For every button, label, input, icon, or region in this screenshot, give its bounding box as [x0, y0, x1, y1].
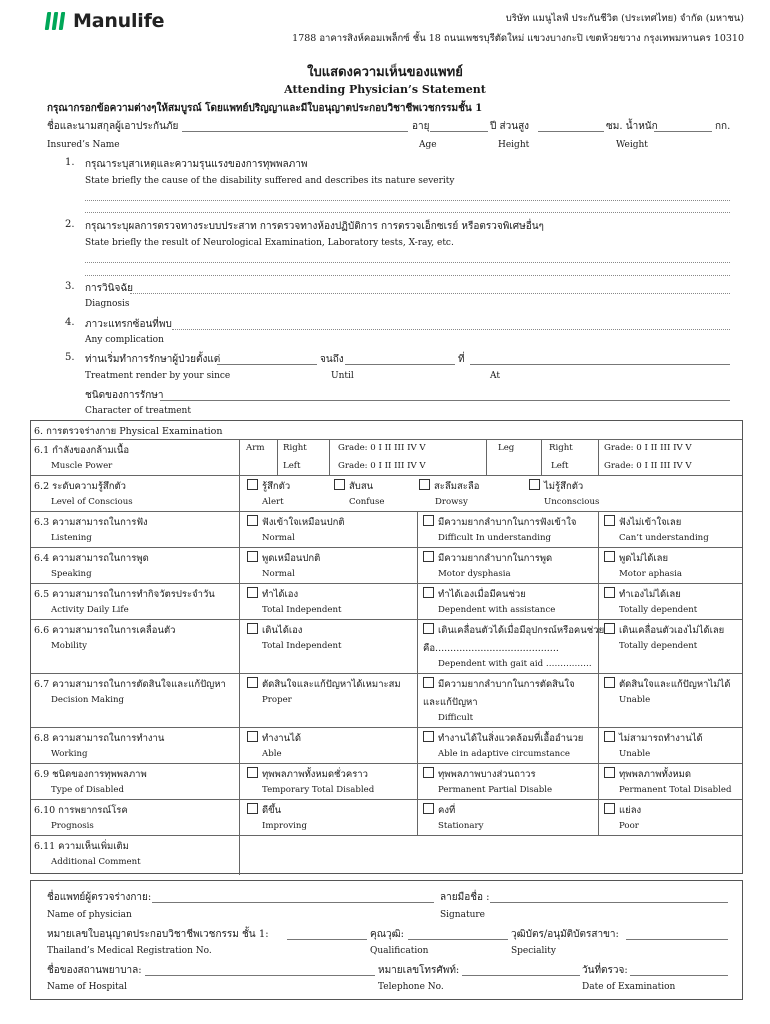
q4-label: ภาวะแทรกซ้อนที่พบ: [85, 319, 172, 330]
signature-field[interactable]: [490, 902, 728, 903]
option-confuse-en: Confuse: [349, 497, 385, 507]
physician-name-label: ชื่อแพทย์ผู้ตรวจร่างกาย:: [47, 892, 152, 903]
q4-label-en: Any complication: [85, 335, 164, 345]
listening-option-1-en: Normal: [262, 533, 295, 543]
decision-making-option-2-en: Difficult: [438, 713, 474, 723]
speaking-en: Speaking: [51, 569, 92, 579]
decision-making-option-3[interactable]: ตัดสินใจและแก้ปัญหาไม่ได้: [604, 677, 730, 692]
q1-answer-line-2[interactable]: [85, 212, 730, 213]
listening-option-3[interactable]: ฟังไม่เข้าใจเลย: [604, 515, 681, 530]
mobility-option-3[interactable]: เดินเคลื่อนตัวเองไม่ได้เลย: [604, 623, 724, 638]
checkbox-icon[interactable]: [529, 479, 540, 490]
mobility-option-2[interactable]: เดินเคลื่อนตัวได้เมื่อมีอุปกรณ์หรือคนช่วย: [423, 623, 604, 638]
q5-treatment-type-field[interactable]: [160, 400, 730, 401]
prognosis-option-1-en: Improving: [262, 821, 307, 831]
q2-number: 2.: [65, 219, 75, 230]
mobility-option-2-en: Dependent with gait aid …………….: [438, 659, 592, 669]
q2-label-en: State briefly the result of Neurological Examination, Laboratory tests, X-ray, etc.: [85, 238, 454, 248]
q5-until-field[interactable]: [345, 364, 455, 365]
decision-making-option-1-en: Proper: [262, 695, 292, 705]
daily-activity-en: Activity Daily Life: [51, 605, 129, 615]
checkbox-icon[interactable]: [247, 551, 258, 562]
speaking-option-2[interactable]: มีความยากลำบากในการพูด: [423, 551, 552, 566]
working-option-1[interactable]: ทำงานได้: [247, 731, 301, 746]
decision-making-option-2-cont: และแก้ปัญหา: [423, 697, 478, 708]
checkbox-icon[interactable]: [423, 731, 434, 742]
daily-activity-option-3[interactable]: ทำเองไม่ได้เลย: [604, 587, 681, 602]
checkbox-icon[interactable]: [423, 515, 434, 526]
option-unconscious[interactable]: ไม่รู้สึกตัว: [529, 479, 583, 494]
speaking-option-3-en: Motor aphasia: [619, 569, 683, 579]
mobility-en: Mobility: [51, 641, 88, 651]
speaking-option-3[interactable]: พูดไม่ได้เลย: [604, 551, 668, 566]
checkbox-icon[interactable]: [334, 479, 345, 490]
signature-label: ลายมือชื่อ :: [440, 892, 490, 903]
q2-answer-line-2[interactable]: [85, 275, 730, 276]
qualification-field[interactable]: [408, 939, 508, 940]
manulife-logo: [46, 10, 164, 32]
phone-label: หมายเลขโทรศัพท์:: [378, 965, 460, 976]
checkbox-icon[interactable]: [247, 767, 258, 778]
disability-type-en: Type of Disabled: [51, 785, 125, 795]
working-option-3-en: Unable: [619, 749, 651, 759]
daily-activity-label: 6.5 ความสามารถในการทำกิจวัตรประจำวัน: [34, 589, 215, 600]
leg-right-label: Right: [549, 443, 573, 453]
working-option-3[interactable]: ไม่สามารถทำงานได้: [604, 731, 703, 746]
checkbox-icon[interactable]: [604, 515, 615, 526]
working-option-2[interactable]: ทำงานได้ในสิ่งแวดล้อมที่เอื้ออำนวย: [423, 731, 583, 746]
checkbox-icon[interactable]: [247, 677, 258, 688]
disability-type-label: 6.9 ชนิดของการทุพพลภาพ: [34, 769, 147, 780]
daily-activity-option-2-en: Dependent with assistance: [438, 605, 556, 615]
q3-number: 3.: [65, 281, 75, 292]
checkbox-icon[interactable]: [604, 677, 615, 688]
checkbox-icon[interactable]: [423, 587, 434, 598]
q1-label: กรุณาระบุสาเหตุและความรุนแรงของการทุพพลภาพ: [85, 159, 308, 170]
weight-field[interactable]: [654, 131, 712, 132]
exam-date-field[interactable]: [630, 975, 728, 976]
leg-left-label: Left: [551, 461, 569, 471]
daily-activity-option-3-en: Totally dependent: [619, 605, 698, 615]
speaking-option-1-en: Normal: [262, 569, 295, 579]
q5-at-field[interactable]: [470, 364, 730, 365]
weight-label: ซม. น้ำหนัก: [606, 121, 658, 132]
checkbox-icon[interactable]: [604, 587, 615, 598]
q3-label: การวินิจฉัย: [85, 283, 134, 294]
daily-activity-option-1[interactable]: ทำได้เอง: [247, 587, 298, 602]
registration-field[interactable]: [287, 939, 367, 940]
q1-number: 1.: [65, 157, 75, 168]
working-option-2-en: Able in adaptive circumstance: [438, 749, 570, 759]
signature-en: Signature: [440, 910, 486, 920]
prognosis-label: 6.10 การพยากรณ์โรค: [34, 805, 128, 816]
decision-making-option-3-en: Unable: [619, 695, 651, 705]
insured-name-label: ชื่อและนามสกุลผู้เอาประกันภัย: [47, 121, 179, 132]
speciality-en: Speciality: [511, 946, 556, 956]
phone-en: Telephone No.: [378, 982, 444, 992]
checkbox-icon[interactable]: [604, 803, 615, 814]
listening-label: 6.3 ความสามารถในการฟัง: [34, 517, 148, 528]
listening-option-3-en: Can’t understanding: [619, 533, 709, 543]
prognosis-option-1[interactable]: ดีขึ้น: [247, 803, 281, 818]
q3-label-en: Diagnosis: [85, 299, 130, 309]
arm-left-label: Left: [283, 461, 301, 471]
age-field[interactable]: [430, 131, 488, 132]
listening-option-2[interactable]: มีความยากลำบากในการฟังเข้าใจ: [423, 515, 576, 530]
kg-unit: กก.: [715, 121, 731, 132]
disability-type-option-2[interactable]: ทุพพลภาพบางส่วนถาวร: [423, 767, 536, 782]
arm-right-grade[interactable]: Grade: 0 I II III IV V: [338, 443, 426, 453]
speaking-option-2-en: Motor dysphasia: [438, 569, 511, 579]
checkbox-icon[interactable]: [423, 677, 434, 688]
checkbox-icon[interactable]: [247, 515, 258, 526]
registration-label: หมายเลขใบอนุญาตประกอบวิชาชีพเวชกรรม ชั้น 1:: [47, 929, 269, 940]
q1-answer-line-1[interactable]: [85, 200, 730, 201]
physical-exam-table: [30, 420, 743, 874]
age-en: Age: [419, 140, 437, 150]
q4-number: 4.: [65, 317, 75, 328]
speciality-field[interactable]: [626, 939, 728, 940]
company-address: 1788 อาคารสิงห์คอมเพล็กซ์ ชั้น 18 ถนนเพชรบุรีตัดใหม่ แขวงบางกะปิ เขตห้วยขวาง กรุงเทพมหานคร 10310: [292, 33, 744, 44]
hospital-label: ชื่อของสถานพยาบาล:: [47, 965, 142, 976]
mobility-option-3-en: Totally dependent: [619, 641, 698, 651]
disability-type-option-1-en: Temporary Total Disabled: [262, 785, 375, 795]
decision-making-option-1[interactable]: ตัดสินใจและแก้ปัญหาได้เหมาะสม: [247, 677, 401, 692]
manulife-logo-icon: [46, 12, 64, 30]
age-label: อายุ: [412, 121, 430, 132]
checkbox-icon[interactable]: [423, 551, 434, 562]
checkbox-icon[interactable]: [604, 623, 615, 634]
option-alert[interactable]: รู้สึกตัว: [247, 479, 290, 494]
disability-type-option-2-en: Permanent Partial Disable: [438, 785, 553, 795]
muscle-power-label: 6.1 กำลังของกล้ามเนื้อ: [34, 445, 130, 456]
decision-making-en: Decision Making: [51, 695, 125, 705]
leg-left-grade[interactable]: Grade: 0 I II III IV V: [604, 461, 692, 471]
q5-until-en: Until: [331, 371, 354, 381]
checkbox-icon[interactable]: [247, 587, 258, 598]
q5-until-label: จนถึง: [320, 354, 344, 365]
q5-at-en: At: [490, 371, 500, 381]
additional-comment-label: 6.11 ความเห็นเพิ่มเติม: [34, 841, 129, 852]
decision-making-option-2[interactable]: มีความยากลำบากในการตัดสินใจ: [423, 677, 575, 692]
q5-number: 5.: [65, 352, 75, 363]
physician-name-field[interactable]: [152, 902, 434, 903]
height-en: Height: [498, 140, 530, 150]
muscle-power-en: Muscle Power: [51, 461, 113, 471]
height-field[interactable]: [538, 131, 604, 132]
checkbox-icon[interactable]: [247, 731, 258, 742]
company-info: [292, 9, 744, 49]
prognosis-en: Prognosis: [51, 821, 94, 831]
exam-header: 6. การตรวจร่างกาย Physical Examination: [34, 426, 223, 437]
speciality-label: วุฒิบัตร/อนุมัติบัตรสาขา:: [511, 929, 619, 940]
exam-date-en: Date of Examination: [582, 982, 676, 992]
prognosis-option-2[interactable]: คงที่: [423, 803, 455, 818]
working-label: 6.8 ความสามารถในการทำงาน: [34, 733, 165, 744]
company-name: บริษัท แมนูไลฟ์ ประกันชีวิต (ประเทศไทย) จำกัด (มหาชน): [505, 13, 744, 24]
checkbox-icon[interactable]: [604, 731, 615, 742]
arm-label: Arm: [246, 443, 265, 453]
decision-making-label: 6.7 ความสามารถในการตัดสินใจและแก้ปัญหา: [34, 679, 226, 690]
working-en: Working: [51, 749, 88, 759]
q5-since-field[interactable]: [217, 364, 317, 365]
q5-label: ท่านเริ่มทำการรักษาผู้ป่วยตั้งแต่: [85, 354, 221, 365]
arm-left-grade[interactable]: Grade: 0 I II III IV V: [338, 461, 426, 471]
hospital-field[interactable]: [145, 975, 375, 976]
hospital-en: Name of Hospital: [47, 982, 127, 992]
option-drowsy-en: Drowsy: [435, 497, 468, 507]
disability-type-option-3-en: Permanent Total Disabled: [619, 785, 732, 795]
phone-field[interactable]: [462, 975, 580, 976]
q2-label: กรุณาระบุผลการตรวจทางระบบประสาท การตรวจทางห้องปฏิบัติการ การตรวจเอ็กซเรย์ หรือตรวจพิเศษอื่นๆ: [85, 221, 544, 232]
checkbox-icon[interactable]: [247, 803, 258, 814]
disability-type-option-3[interactable]: ทุพพลภาพทั้งหมด: [604, 767, 691, 782]
checkbox-icon[interactable]: [604, 551, 615, 562]
mobility-option-2-cont: คือ.........................................: [423, 643, 559, 654]
q3-answer-line[interactable]: [130, 293, 730, 294]
mobility-option-1-en: Total Independent: [262, 641, 342, 651]
qualification-en: Qualification: [370, 946, 429, 956]
prognosis-option-3-en: Poor: [619, 821, 639, 831]
mobility-label: 6.6 ความสามารถในการเคลื่อนตัว: [34, 625, 176, 636]
checkbox-icon[interactable]: [247, 623, 258, 634]
leg-label: Leg: [498, 443, 515, 453]
mobility-option-1[interactable]: เดินได้เอง: [247, 623, 302, 638]
form-title-english: Attending Physician’s Statement: [284, 83, 486, 96]
q5-at-label: ที่: [458, 354, 465, 365]
consciousness-label: 6.2 ระดับความรู้สึกตัว: [34, 481, 126, 492]
insured-name-field[interactable]: [182, 131, 408, 132]
speaking-option-1[interactable]: พูดเหมือนปกติ: [247, 551, 320, 566]
registration-en: Thailand’s Medical Registration No.: [47, 946, 212, 956]
form-instruction: กรุณากรอกข้อความต่างๆให้สมบูรณ์ โดยแพทย์ปริญญาและมีใบอนุญาตประกอบวิชาชีพเวชกรรมชั้น 1: [47, 103, 483, 114]
additional-comment-field[interactable]: [241, 837, 741, 873]
physician-name-en: Name of physician: [47, 910, 132, 920]
checkbox-icon[interactable]: [247, 479, 258, 490]
additional-comment-en: Additional Comment: [51, 857, 141, 867]
weight-en: Weight: [616, 140, 648, 150]
leg-right-grade[interactable]: Grade: 0 I II III IV V: [604, 443, 692, 453]
option-confuse[interactable]: สับสน: [334, 479, 373, 494]
insured-name-en: Insured’s Name: [47, 140, 120, 150]
daily-activity-option-1-en: Total Independent: [262, 605, 342, 615]
checkbox-icon[interactable]: [419, 479, 430, 490]
listening-option-1[interactable]: ฟังเข้าใจเหมือนปกติ: [247, 515, 345, 530]
consciousness-en: Level of Conscious: [51, 497, 133, 507]
working-option-1-en: Able: [262, 749, 282, 759]
option-unconscious-en: Unconscious: [544, 497, 600, 507]
q2-answer-line-1[interactable]: [85, 262, 730, 263]
speaking-label: 6.4 ความสามารถในการพูด: [34, 553, 149, 564]
checkbox-icon[interactable]: [423, 803, 434, 814]
option-drowsy[interactable]: สะลึมสะลือ: [419, 479, 479, 494]
listening-option-2-en: Difficult In understanding: [438, 533, 552, 543]
brand-name: Manulife: [73, 10, 165, 32]
q4-answer-line[interactable]: [172, 329, 730, 330]
exam-date-label: วันที่ตรวจ:: [582, 965, 628, 976]
prognosis-option-3[interactable]: แย่ลง: [604, 803, 641, 818]
height-label: ปี ส่วนสูง: [490, 121, 530, 132]
form-title-thai: ใบแสดงความเห็นของแพทย์: [307, 65, 463, 80]
checkbox-icon[interactable]: [423, 767, 434, 778]
checkbox-icon[interactable]: [423, 623, 434, 634]
q5-label-en: Treatment render by your since: [85, 371, 231, 381]
arm-right-label: Right: [283, 443, 307, 453]
prognosis-option-2-en: Stationary: [438, 821, 484, 831]
option-alert-en: Alert: [262, 497, 284, 507]
q5-treatment-type-label: ชนิดของการรักษา: [85, 390, 164, 401]
daily-activity-option-2[interactable]: ทำได้เองเมื่อมีคนช่วย: [423, 587, 526, 602]
disability-type-option-1[interactable]: ทุพพลภาพทั้งหมดชั่วคราว: [247, 767, 368, 782]
qualification-label: คุณวุฒิ:: [370, 929, 404, 940]
q1-label-en: State briefly the cause of the disability suffered and describes its nature severity: [85, 176, 455, 186]
checkbox-icon[interactable]: [604, 767, 615, 778]
q5-treatment-type-en: Character of treatment: [85, 406, 191, 416]
listening-en: Listening: [51, 533, 92, 543]
